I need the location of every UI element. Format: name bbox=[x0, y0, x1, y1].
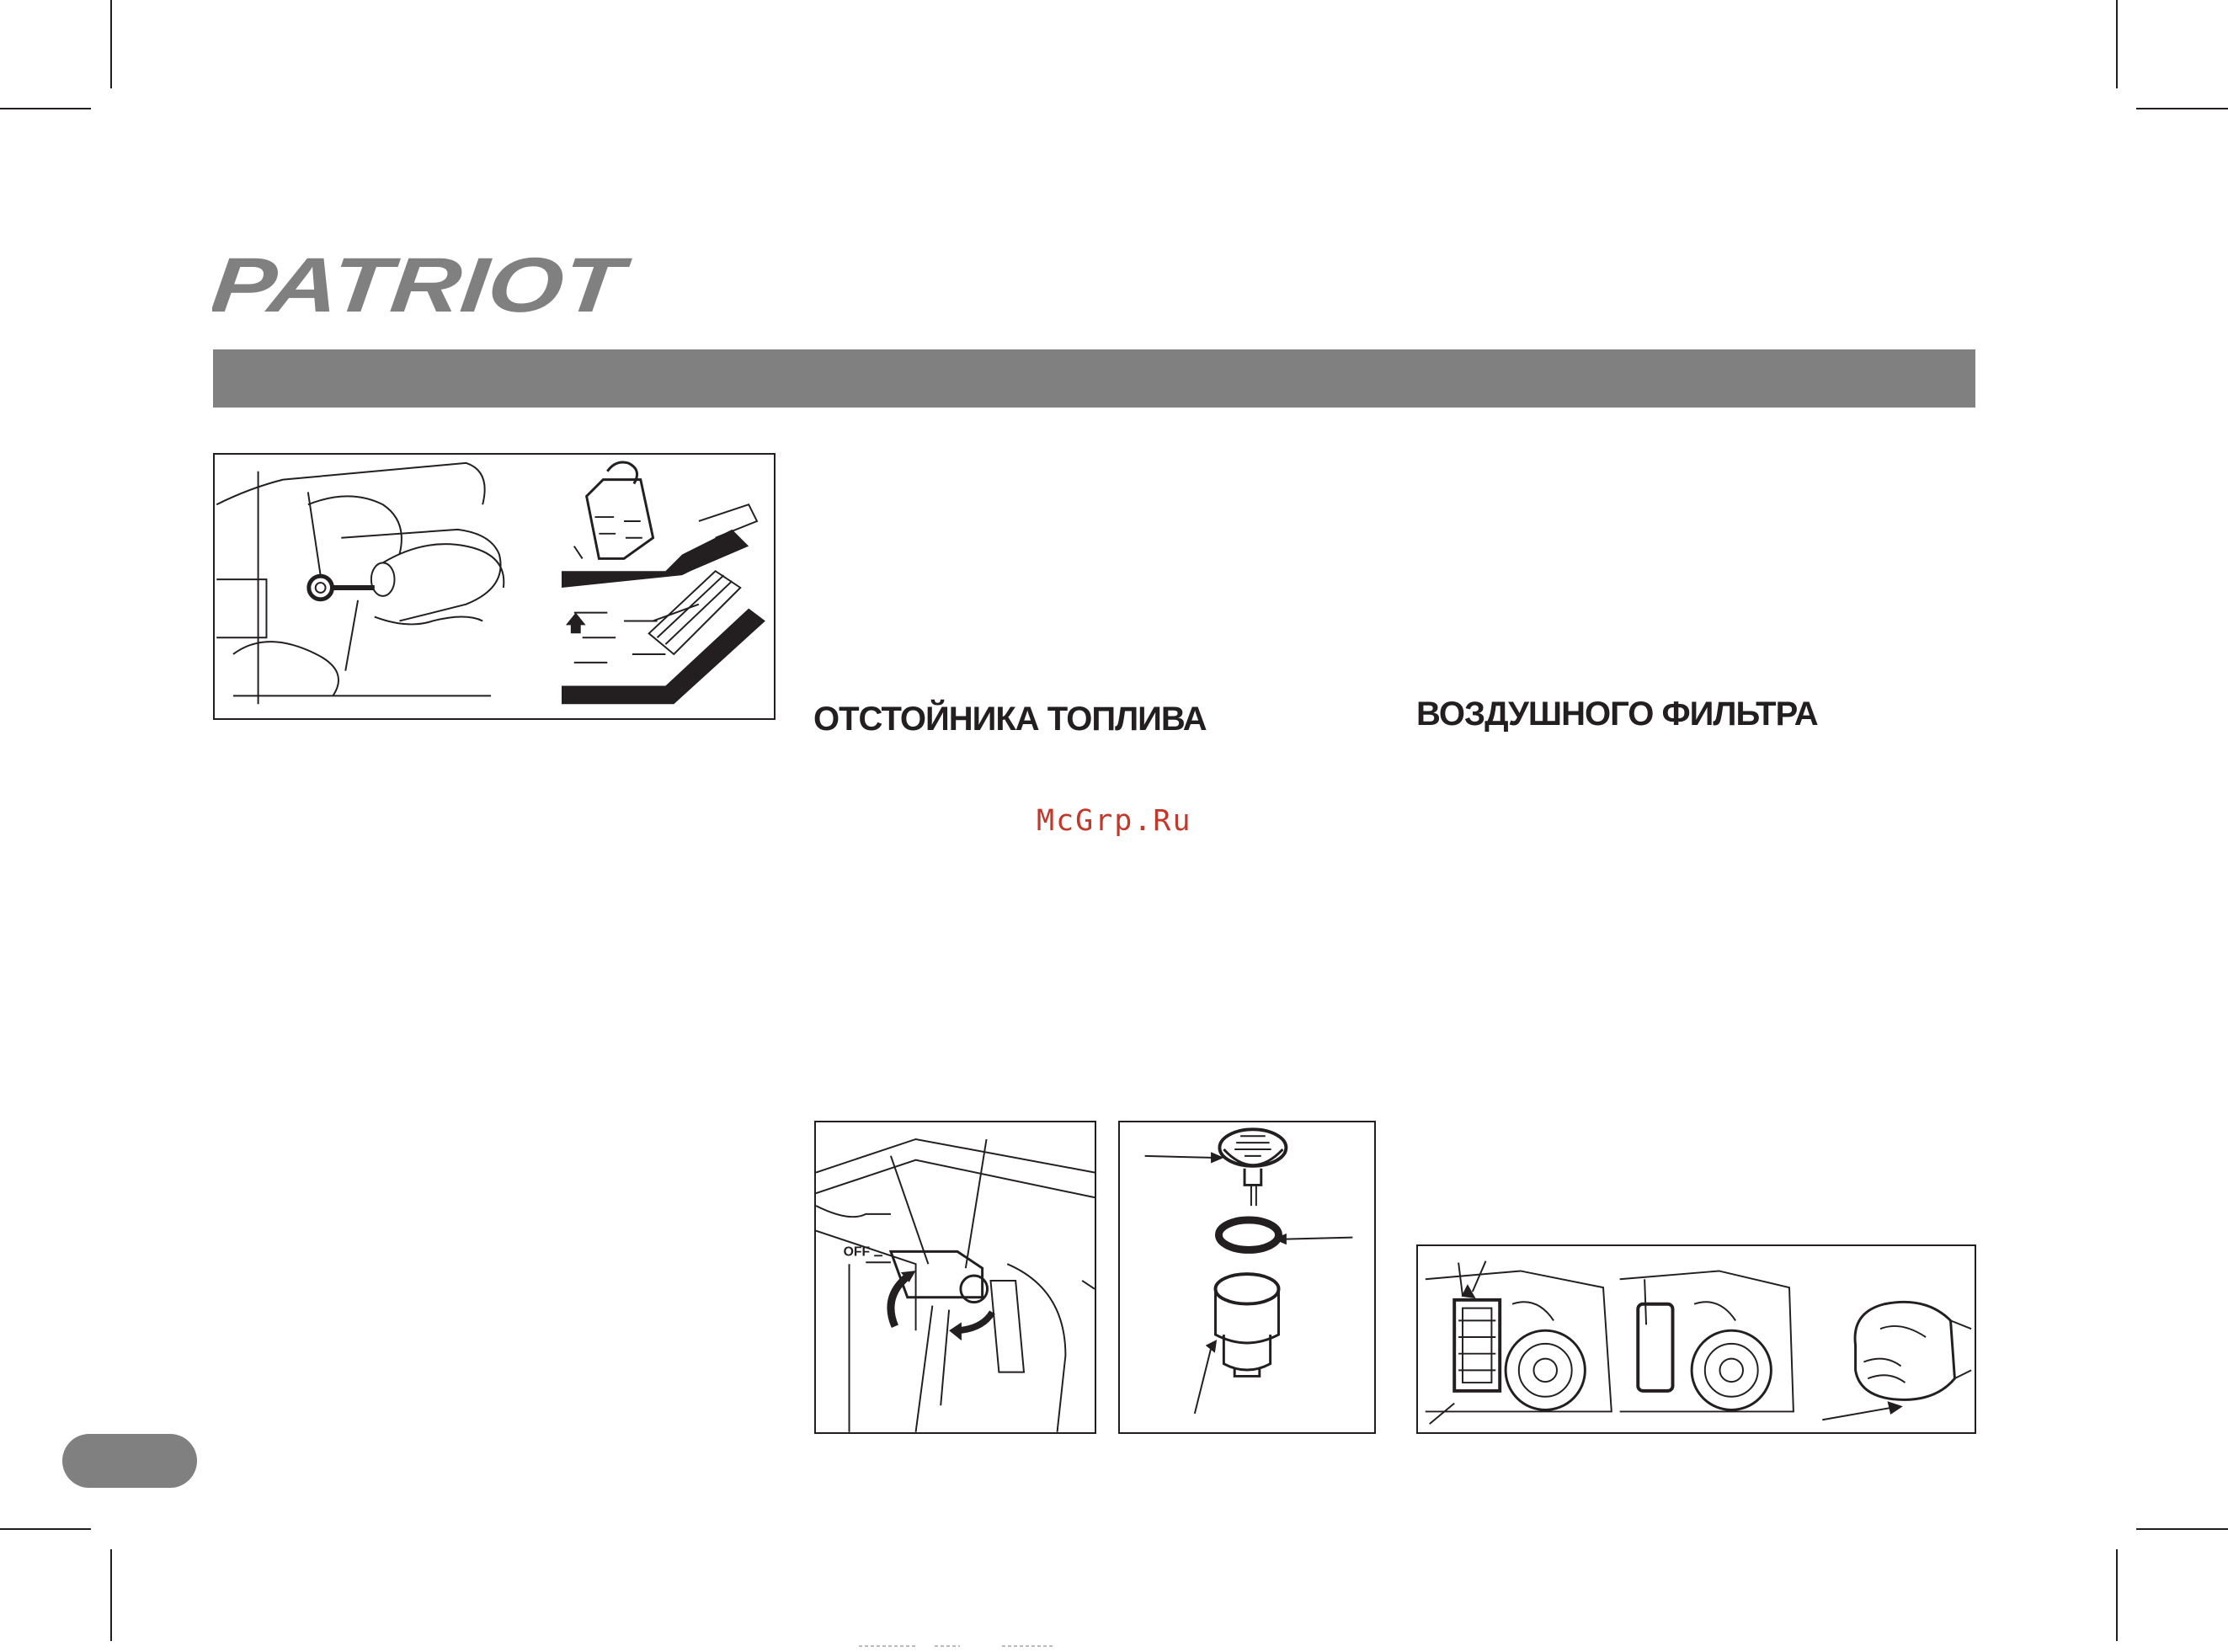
fuel-sediment-heading: ОТСТОЙНИКА ТОПЛИВА bbox=[813, 701, 1207, 738]
header-band bbox=[213, 349, 1975, 408]
crop-mark bbox=[2116, 1549, 2118, 1641]
crop-mark bbox=[2136, 1528, 2228, 1530]
logo-text: PATRIOT bbox=[212, 249, 546, 318]
sediment-cup-illustration-icon bbox=[1120, 1122, 1374, 1432]
oil-fill-figure bbox=[213, 453, 776, 720]
valve-off-label: OFF bbox=[843, 1244, 871, 1260]
fuel-valve-illustration-icon bbox=[816, 1122, 1095, 1432]
air-filter-illustration-icon bbox=[1418, 1246, 1975, 1432]
air-filter-figure bbox=[1416, 1244, 1976, 1434]
crop-mark bbox=[0, 1528, 91, 1530]
patriot-logo bbox=[212, 249, 633, 318]
crop-mark bbox=[110, 0, 112, 88]
crop-mark bbox=[2136, 108, 2228, 109]
watermark: McGrp.Ru bbox=[1037, 804, 1192, 838]
crop-mark bbox=[2116, 0, 2118, 88]
crop-mark bbox=[110, 1549, 112, 1641]
page-number-tab bbox=[62, 1434, 197, 1488]
scan-artifact bbox=[859, 1637, 1061, 1639]
air-filter-heading: ВОЗДУШНОГО ФИЛЬТРА bbox=[1416, 695, 1818, 733]
sediment-cup-figure bbox=[1118, 1121, 1376, 1434]
oil-fill-illustration-icon bbox=[215, 455, 774, 718]
crop-mark bbox=[0, 108, 91, 109]
fuel-valve-figure bbox=[814, 1121, 1096, 1434]
